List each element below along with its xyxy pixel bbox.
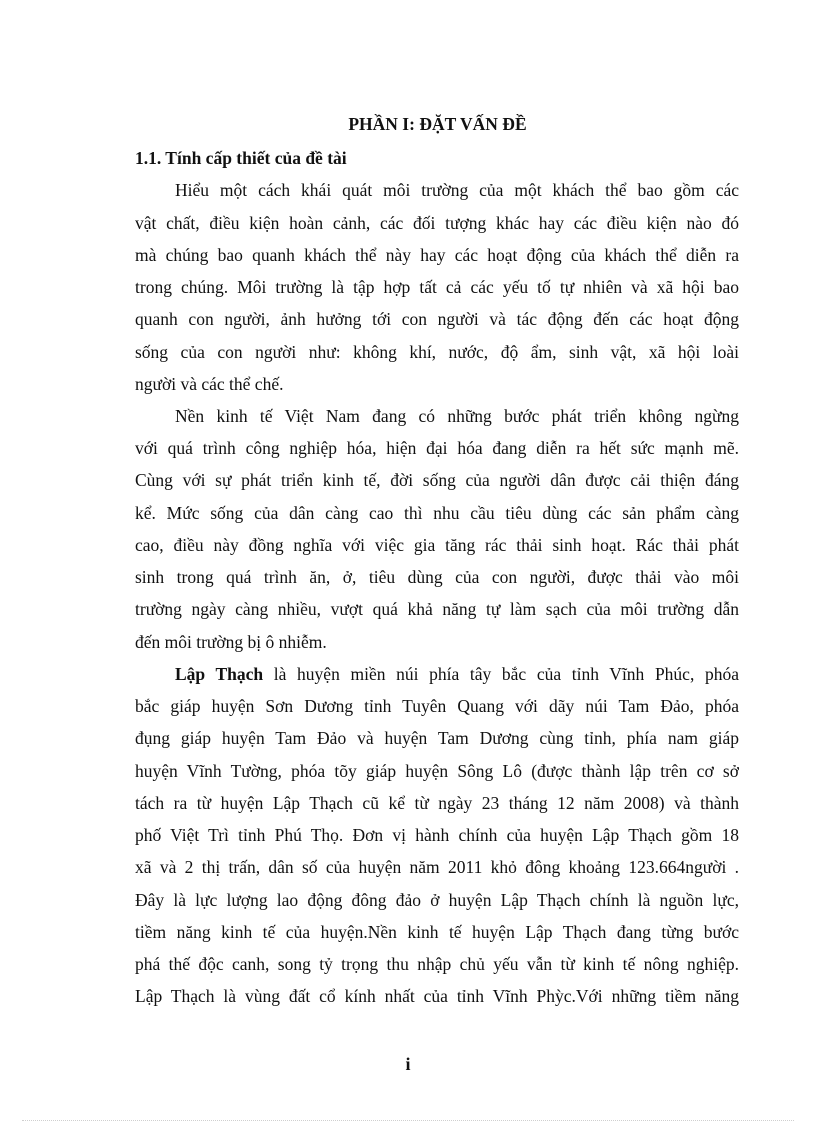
paragraph-line: bắc giáp huyện Sơn Dương tỉnh Tuyên Quang với dãy núi Tam Đảo, phóa [135,696,739,716]
page-number: i [405,1054,411,1074]
paragraph-line: vật chất, điều kiện hoàn cảnh, các đối tượng khác hay các điều kiện nào đó [135,213,739,233]
paragraph-line: Đây là lực lượng lao động đông đảo ở huyện Lập Thạch chính là nguồn lực, [135,890,739,910]
page-bottom-divider [22,1120,794,1121]
paragraph-line: mà chúng bao quanh khách thể này hay các hoạt động của khách thể diễn ra [135,245,739,265]
bold-place-name: Lập Thạch [175,664,264,684]
paragraph-line: phá thế độc canh, song tỷ trọng thu nhập chủ yếu vẫn từ kinh tế nông nghiệp. [135,954,739,974]
paragraph-line: đến môi trường bị ô nhiễm. [135,632,327,652]
paragraph-line: Cùng với sự phát triển kinh tế, đời sống của người dân được cải thiện đáng [135,470,739,490]
paragraph-line: xã và 2 thị trấn, dân số của huyện năm 2011 khỏ đông khoảng 123.664người . [135,857,739,877]
paragraph-line: tách ra từ huyện Lập Thạch cũ kể từ ngày 23 tháng 12 năm 2008) và thành [135,793,739,813]
paragraph-line: tiềm năng kinh tế của huyện.Nền kinh tế huyện Lập Thạch đang từng bước [135,922,739,942]
paragraph-line: Lập Thạch là vùng đất cổ kính nhất của tỉnh Vĩnh Phỳc.Với những tiềm năng [135,986,739,1006]
paragraph-line: phố Việt Trì tỉnh Phú Thọ. Đơn vị hành chính của huyện Lập Thạch gồm 18 [135,825,739,845]
paragraph-line [135,663,739,685]
paragraph-line: trường ngày càng nhiều, vượt quá khả năng tự làm sạch của môi trường dẫn [135,599,739,619]
paragraph-line: quanh con người, ảnh hưởng tới con người và tác động đến các hoạt động [135,309,739,329]
paragraph-line: với quá trình công nghiệp hóa, hiện đại hóa đang diễn ra hết sức mạnh mẽ. [135,438,739,458]
page-title: PHẦN I: ĐẶT VẤN ĐỀ [348,114,527,134]
paragraph-line: Hiểu một cách khái quát môi trường của một khách thể bao gồm các [175,180,739,200]
section-heading: 1.1. Tính cấp thiết của đề tài [135,148,347,168]
paragraph-line: sinh trong quá trình ăn, ở, tiêu dùng của con người, được thải vào môi [135,567,739,587]
paragraph-line: kể. Mức sống của dân càng cao thì nhu cầu tiêu dùng các sản phẩm càng [135,503,739,523]
paragraph-line: người và các thể chế. [135,374,284,394]
paragraph-line: đụng giáp huyện Tam Đảo và huyện Tam Dương cùng tỉnh, phía nam giáp [135,728,739,748]
paragraph-line: Nền kinh tế Việt Nam đang có những bước phát triển không ngừng [175,406,739,426]
paragraph-line: cao, điều này đồng nghĩa với việc gia tăng rác thải sinh hoạt. Rác thải phát [135,535,739,555]
paragraph-line-rest: là huyện miền núi phía tây bắc của tỉnh Vĩnh Phúc, phóa [263,664,739,684]
paragraph-line: trong chúng. Môi trường là tập hợp tất cả các yếu tố tự nhiên và xã hội bao [135,277,739,297]
paragraph-line: huyện Vĩnh Tường, phóa tõy giáp huyện Sông Lô (được thành lập trên cơ sở [135,761,739,781]
paragraph-line: sống của con người như: không khí, nước, độ ẩm, sinh vật, xã hội loài [135,342,739,362]
